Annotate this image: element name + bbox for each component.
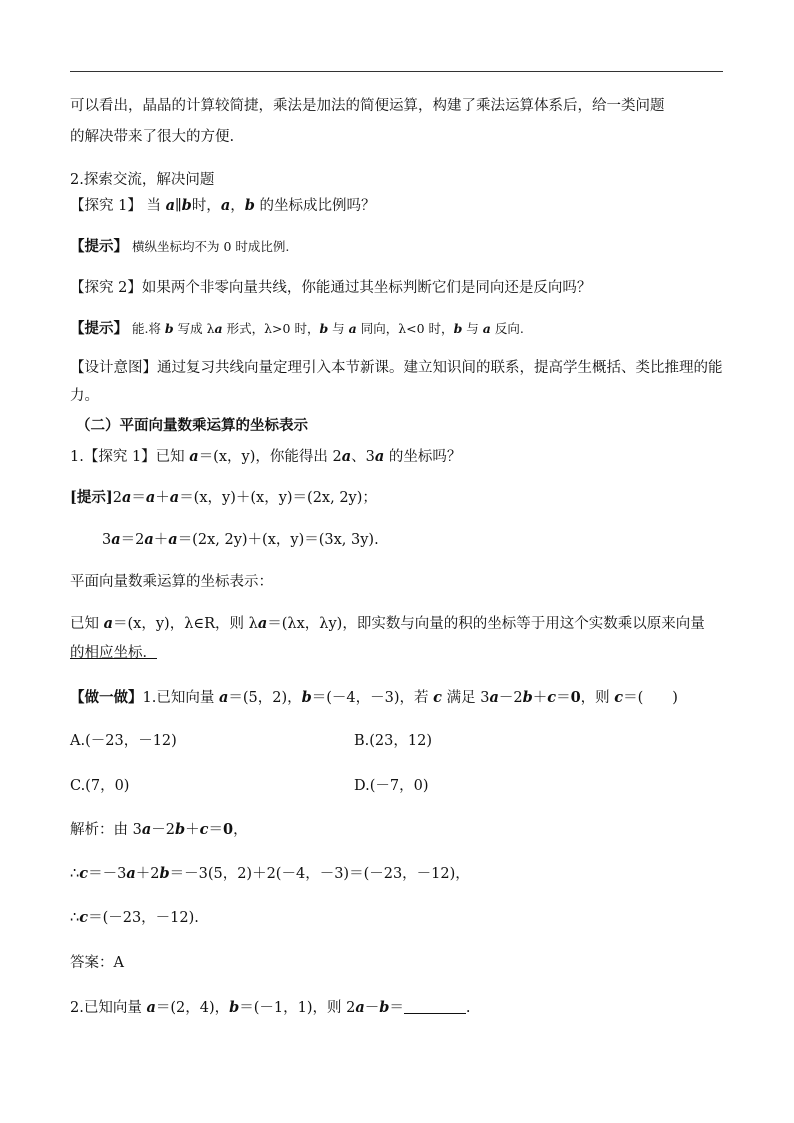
answer-blank[interactable] <box>404 999 466 1014</box>
solution-line-1: 解析：由 3a－2b＋c＝0， <box>70 821 248 838</box>
option-c: C.(7，0) <box>70 778 130 794</box>
question-2: 2.已知向量 a＝(2，4)，b＝(－1，1)，则 2a－b＝ . <box>70 999 471 1016</box>
explore-1: 【探究 1】 当 a∥b时，a，b 的坐标成比例吗？ <box>70 197 376 214</box>
answer: 答案：A <box>70 955 124 971</box>
section-heading: （二）平面向量数乘运算的坐标表示 <box>76 417 308 434</box>
try-it-question: 【做一做】1.已知向量 a＝(5，2)，b＝(－4，－3)，若 c 满足 3a－2b＋c＝0，则 c＝( ) <box>70 689 678 706</box>
solution-line-3: ∴c＝(－23，－12). <box>70 909 199 926</box>
representation-line-2: 的相应坐标． <box>70 645 157 661</box>
option-a: A.(－23，－12) <box>70 733 177 749</box>
section-2-title: 2.探索交流，解决问题 <box>70 172 215 188</box>
intro-line-2: 的解决带来了很大的方便. <box>70 129 235 145</box>
question-1: 1.【探究 1】已知 a＝(x，y)，你能得出 2a、3a 的坐标吗？ <box>70 448 462 465</box>
option-d: D.(－7，0) <box>354 778 429 794</box>
hint-3b: 3a＝2a＋a＝(2x, 2y)＋(x，y)＝(3x, 3y). <box>102 531 379 548</box>
design-intent-line-1: 【设计意图】通过复习共线向量定理引入本节新课。建立知识间的联系，提高学生概括、类比推理的能 <box>70 360 723 376</box>
hint-1: 【提示】 横纵坐标均不为 0 时成比例. <box>70 238 290 255</box>
hint-2: 【提示】 能.将 b 写成 λa 形式，λ>0 时，b 与 a 同向，λ<0 时，b 与 a 反向. <box>70 320 524 337</box>
header-rule <box>70 71 723 72</box>
representation-title: 平面向量数乘运算的坐标表示： <box>70 574 273 590</box>
solution-line-2: ∴c＝－3a＋2b＝－3(5，2)＋2(－4，－3)＝(－23，－12)， <box>70 865 470 882</box>
option-b: B.(23，12) <box>354 733 432 749</box>
representation-line-1: 已知 a＝(x，y)，λ∈R，则 λa＝(λx，λy)，即实数与向量的积的坐标等于用这个实数乘以原来向量 <box>70 615 705 632</box>
explore-2: 【探究 2】如果两个非零向量共线，你能通过其坐标判断它们是同向还是反向吗？ <box>70 280 592 296</box>
intro-line-1: 可以看出，晶晶的计算较简捷，乘法是加法的简便运算，构建了乘法运算体系后，给一类问题 <box>70 98 665 114</box>
hint-3: [提示]2a＝a＋a＝(x，y)＋(x，y)＝(2x, 2y)； <box>70 489 377 506</box>
design-intent-line-2: 力。 <box>70 388 99 404</box>
